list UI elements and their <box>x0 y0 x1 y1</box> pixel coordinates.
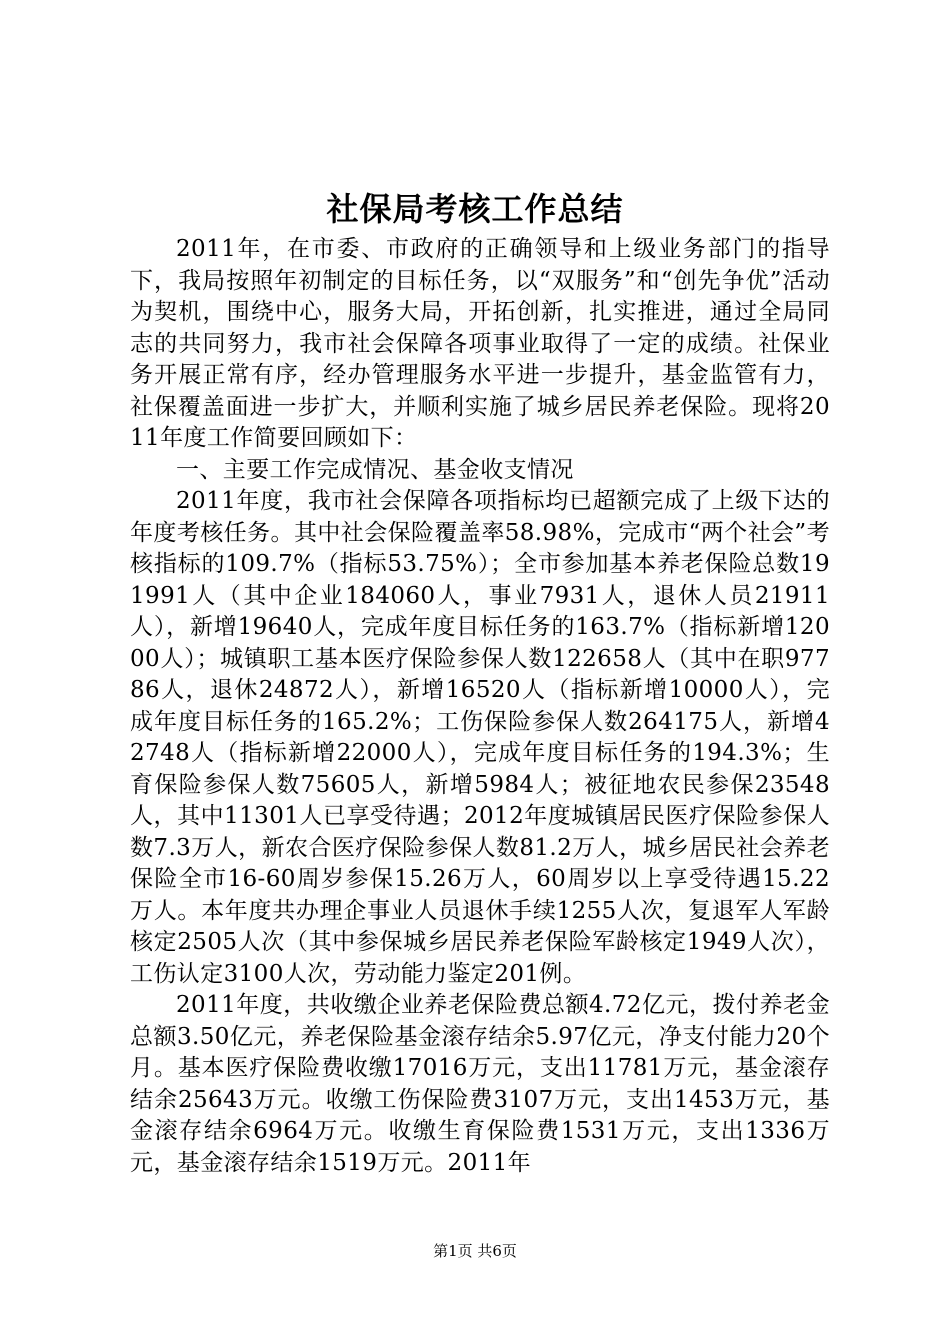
paragraph-fund: 2011年度，共收缴企业养老保险费总额4.72亿元，拨付养老金总额3.50亿元，养老保险基金滚存结余5.97亿元，净支付能力20个月。基本医疗保险费收缴17016万元，支出11781万元，基金滚存结余25643万元。收缴工伤保险费3107万元，支出1453万元，基金滚存结余6964万元。收缴生育保险费1531万元，支出1336万元，基金滚存结余1519万元。2011年 <box>130 992 830 1176</box>
paragraph-intro: 2011年，在市委、市政府的正确领导和上级业务部门的指导下，我局按照年初制定的目标任务，以“双服务”和“创先争优”活动为契机，围绕中心，服务大局，开拓创新，扎实推进，通过全局同志的共同努力，我市社会保障各项事业取得了一定的成绩。社保业务开展正常有序，经办管理服务水平进一步提升，基金监管有力，社保覆盖面进一步扩大，并顺利实施了城乡居民养老保险。现将2011年度工作简要回顾如下： <box>130 236 830 451</box>
document-title: 社保局考核工作总结 <box>326 190 624 228</box>
page-footer: 第1页 共6页 <box>433 1242 517 1260</box>
document-body <box>130 234 830 1179</box>
paragraph-indicators: 2011年度，我市社会保障各项指标均已超额完成了上级下达的年度考核任务。其中社会保险覆盖率58.98%，完成市“两个社会”考核指标的109.7%（指标53.75%）；全市参加基本养老保险总数191991人（其中企业184060人，事业7931人，退休人员21911人），新增19640人，完成年度目标任务的163.7%（指标新增12000人）；城镇职工基本医疗保险参保人数122658人（其中在职97786人，退休24872人），新增16520人（指标新增10000人），完成年度目标任务的165.2%；工伤保险参保人数264175人，新增42748人（指标新增22000人），完成年度目标任务的194.3%；生育保险参保人数75605人，新增5984人；被征地农民参保23548人，其中11301人已享受待遇；2012年度城镇居民医疗保险参保人数7.3万人，新农合医疗保险参保人数81.2万人，城乡居民社会养老保险全市16-60周岁参保15.26万人，60周岁以上享受待遇15.22万人。本年度共办理企事业人员退休手续1255人次，复退军人军龄核定2505人次（其中参保城乡居民养老保险军龄核定1949人次），工伤认定3100人次，劳动能力鉴定201例。 <box>130 488 830 987</box>
section-heading: 一、主要工作完成情况、基金收支情况 <box>176 456 574 483</box>
